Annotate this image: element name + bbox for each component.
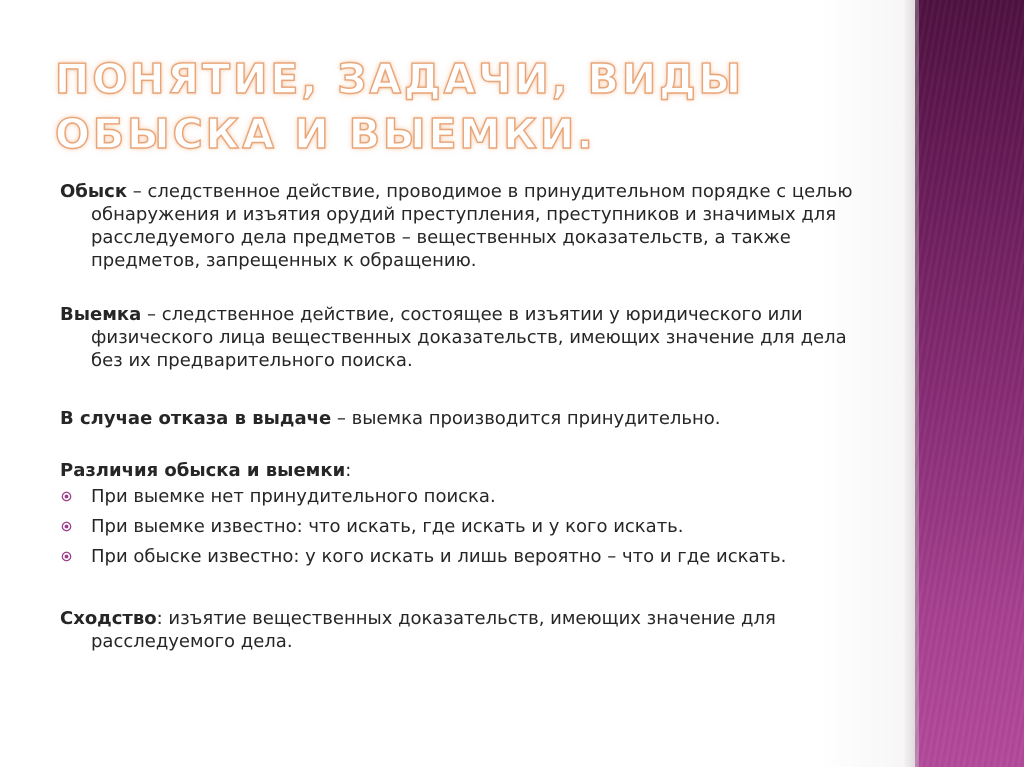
title-line-1: ПОНЯТИЕ, ЗАДАЧИ, ВИДЫ	[55, 55, 745, 103]
term-refusal: В случае отказа в выдаче	[60, 408, 332, 429]
list-item-text: При выемке известно: что искать, где искать и у кого искать.	[91, 516, 684, 537]
term-seizure: Выемка	[60, 304, 142, 325]
term-differences: Различия обыска и выемки	[60, 460, 346, 481]
paragraph-seizure-definition	[60, 303, 860, 372]
definition-seizure: – следственное действие, состоящее в изъятии у юридического или физического лица вещественных доказательств, имеющих значение для дела без их предварительного поиска.	[91, 304, 847, 371]
list-item-text: При обыске известно: у кого искать и лишь вероятно – что и где искать.	[91, 546, 787, 567]
circle-bullet-icon	[61, 491, 72, 502]
circle-bullet-icon	[61, 551, 72, 562]
list-item	[60, 515, 860, 538]
list-item-text: При выемке нет принудительного поиска.	[91, 486, 496, 507]
paragraph-search-definition	[60, 180, 860, 272]
slide-content	[60, 180, 860, 653]
paragraph-refusal	[60, 407, 860, 430]
differences-colon: :	[345, 460, 352, 481]
term-search: Обыск	[60, 181, 128, 202]
side-band-shadow	[903, 0, 915, 767]
differences-list	[60, 485, 860, 568]
paragraph-similarity	[60, 607, 860, 653]
title-line-2: ОБЫСКА И ВЫЕМКИ.	[55, 110, 596, 158]
side-decorative-band	[915, 0, 1024, 767]
circle-bullet-icon	[61, 521, 72, 532]
list-item	[60, 485, 860, 508]
term-similarity: Сходство	[60, 608, 157, 629]
definition-similarity: : изъятие вещественных доказательств, имеющих значение для расследуемого дела.	[91, 608, 776, 652]
list-item	[60, 545, 860, 568]
definition-refusal: – выемка производится принудительно.	[331, 408, 721, 429]
paragraph-differences-heading	[60, 459, 860, 482]
definition-search: – следственное действие, проводимое в принудительном порядке с целью обнаружения и изъятия орудий преступления, преступников и значимых для расследуемого дела предметов – вещественных доказательств, а также предметов, запрещенных к обращению.	[91, 181, 853, 271]
slide-title	[55, 52, 795, 162]
